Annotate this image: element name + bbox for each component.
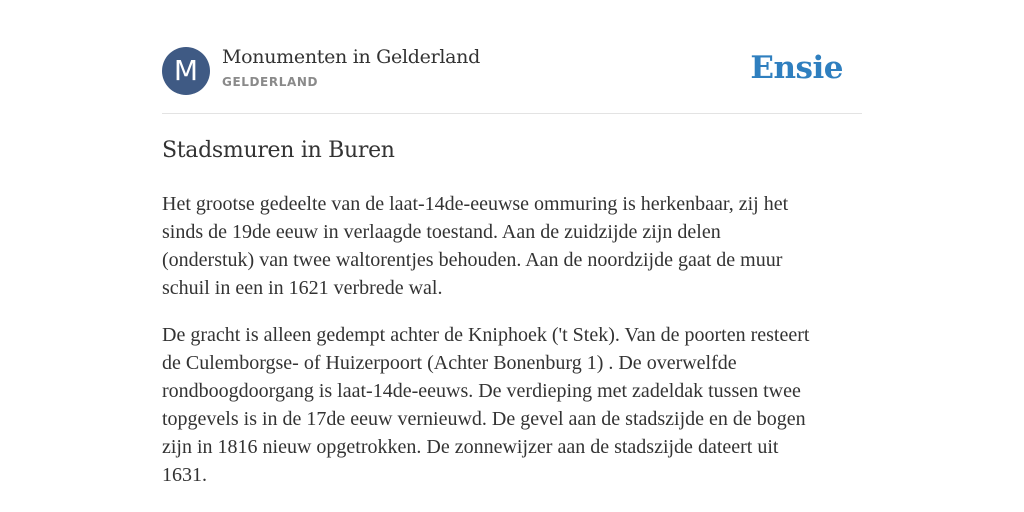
collection-subtitle[interactable]: GELDERLAND: [222, 75, 319, 89]
article-card: [162, 0, 862, 512]
article-paragraph: [162, 321, 862, 489]
paragraph-line: topgevels is in de 17de eeuw vernieuwd. De gevel aan de stadszijde en de bogen: [162, 408, 806, 430]
paragraph-line: sinds de 19de eeuw in verlaagde toestand. Aan de zuidzijde zijn delen: [162, 221, 721, 243]
divider: [162, 113, 862, 114]
collection-header: [162, 46, 862, 96]
paragraph-line: Het grootse gedeelte van de laat-14de-eeuwse ommuring is herkenbaar, zij het: [162, 193, 789, 215]
article-title: Stadsmuren in Buren: [162, 138, 395, 163]
paragraph-line: schuil in een in 1621 verbrede wal.: [162, 277, 443, 299]
article-paragraph: [162, 190, 862, 302]
paragraph-line: 1631.: [162, 464, 207, 486]
paragraph-line: zijn in 1816 nieuw opgetrokken. De zonnewijzer aan de stadszijde dateert uit: [162, 436, 779, 458]
paragraph-line: De gracht is alleen gedempt achter de Kniphoek ('t Stek). Van de poorten resteert: [162, 324, 810, 346]
collection-title[interactable]: Monumenten in Gelderland: [222, 46, 480, 68]
paragraph-line: (onderstuk) van twee waltorentjes behouden. Aan de noordzijde gaat de muur: [162, 249, 783, 271]
paragraph-line: rondboogdoorgang is laat-14de-eeuws. De verdieping met zadeldak tussen twee: [162, 380, 801, 402]
avatar[interactable]: M: [162, 47, 210, 95]
brand-logo[interactable]: Ensie: [750, 50, 843, 86]
paragraph-line: de Culemborgse- of Huizerpoort (Achter Bonenburg 1) . De overwelfde: [162, 352, 737, 374]
